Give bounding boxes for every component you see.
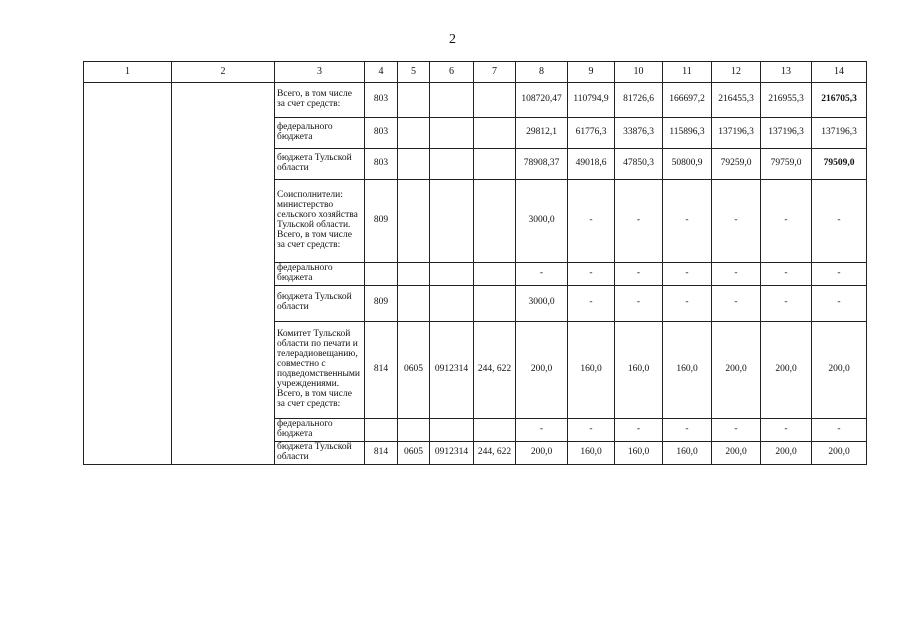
cell-c8: 29812,1 (516, 118, 568, 149)
cell-c14: - (812, 285, 867, 321)
cell-c12: - (712, 263, 761, 286)
cell-c14: - (812, 180, 867, 263)
cell-c5 (398, 418, 430, 441)
cell-c10: 47850,3 (615, 149, 663, 180)
cell-c4 (365, 263, 398, 286)
cell-c10: - (615, 285, 663, 321)
cell-c9: - (568, 285, 615, 321)
cell-c4: 809 (365, 285, 398, 321)
cell-c5 (398, 180, 430, 263)
cell-c13: 200,0 (761, 441, 812, 464)
cell-c4: 803 (365, 118, 398, 149)
cell-c6 (430, 118, 474, 149)
table-row (84, 83, 867, 118)
cell-c9: 61776,3 (568, 118, 615, 149)
cell-c12: 200,0 (712, 441, 761, 464)
cell-c13: 137196,3 (761, 118, 812, 149)
cell-c14: 216705,3 (812, 83, 867, 118)
cell-c13: - (761, 180, 812, 263)
cell-c13: 216955,3 (761, 83, 812, 118)
cell-c10: 160,0 (615, 321, 663, 418)
cell-c11: 166697,2 (663, 83, 712, 118)
cell-c13: 79759,0 (761, 149, 812, 180)
cell-c10: 160,0 (615, 441, 663, 464)
cell-c14: 79509,0 (812, 149, 867, 180)
cell-c13: - (761, 285, 812, 321)
column-header: 1 (84, 62, 172, 83)
row-description: федерального бюджета (275, 118, 365, 149)
empty-cell-col2 (172, 83, 275, 465)
cell-c4: 814 (365, 441, 398, 464)
cell-c6 (430, 418, 474, 441)
column-header: 12 (712, 62, 761, 83)
column-header: 4 (365, 62, 398, 83)
cell-c10: - (615, 263, 663, 286)
row-description: Всего, в том числе за счет средств: (275, 83, 365, 118)
cell-c12: - (712, 418, 761, 441)
column-header: 9 (568, 62, 615, 83)
column-header: 11 (663, 62, 712, 83)
cell-c5 (398, 118, 430, 149)
cell-c6: 0912314 (430, 441, 474, 464)
cell-c7 (474, 149, 516, 180)
cell-c5 (398, 285, 430, 321)
cell-c4: 803 (365, 149, 398, 180)
cell-c14: - (812, 418, 867, 441)
column-header: 10 (615, 62, 663, 83)
header-row (84, 62, 867, 83)
row-description: бюджета Тульской области (275, 441, 365, 464)
cell-c10: - (615, 180, 663, 263)
cell-c5 (398, 149, 430, 180)
cell-c6 (430, 83, 474, 118)
column-header: 8 (516, 62, 568, 83)
cell-c9: 110794,9 (568, 83, 615, 118)
cell-c7 (474, 180, 516, 263)
cell-c13: 200,0 (761, 321, 812, 418)
cell-c8: - (516, 263, 568, 286)
cell-c5 (398, 83, 430, 118)
cell-c10: 81726,6 (615, 83, 663, 118)
cell-c6 (430, 263, 474, 286)
cell-c9: 160,0 (568, 321, 615, 418)
empty-cell-col1 (84, 83, 172, 465)
cell-c11: 50800,9 (663, 149, 712, 180)
cell-c8: 78908,37 (516, 149, 568, 180)
cell-c4: 803 (365, 83, 398, 118)
cell-c6 (430, 180, 474, 263)
cell-c6 (430, 149, 474, 180)
cell-c10: - (615, 418, 663, 441)
cell-c6: 0912314 (430, 321, 474, 418)
cell-c10: 33876,3 (615, 118, 663, 149)
cell-c5: 0605 (398, 441, 430, 464)
cell-c4: 814 (365, 321, 398, 418)
cell-c8: 200,0 (516, 441, 568, 464)
column-header: 5 (398, 62, 430, 83)
cell-c8: 3000,0 (516, 180, 568, 263)
row-description: федерального бюджета (275, 418, 365, 441)
cell-c11: - (663, 418, 712, 441)
cell-c11: 115896,3 (663, 118, 712, 149)
cell-c13: - (761, 418, 812, 441)
column-header: 7 (474, 62, 516, 83)
cell-c7: 244, 622 (474, 441, 516, 464)
cell-c8: 200,0 (516, 321, 568, 418)
row-description: Комитет Тульской области по печати и телерадиовещанию, совместно с подведомственными учреждениями. Всего, в том числе за счет средств: (275, 321, 365, 418)
cell-c5: 0605 (398, 321, 430, 418)
cell-c9: - (568, 418, 615, 441)
cell-c11: 160,0 (663, 321, 712, 418)
column-header: 2 (172, 62, 275, 83)
cell-c4 (365, 418, 398, 441)
cell-c12: - (712, 285, 761, 321)
cell-c12: 137196,3 (712, 118, 761, 149)
cell-c7 (474, 418, 516, 441)
cell-c5 (398, 263, 430, 286)
cell-c7 (474, 118, 516, 149)
cell-c12: 200,0 (712, 321, 761, 418)
cell-c14: 200,0 (812, 441, 867, 464)
cell-c6 (430, 285, 474, 321)
cell-c8: - (516, 418, 568, 441)
row-description: бюджета Тульской области (275, 149, 365, 180)
cell-c11: - (663, 263, 712, 286)
cell-c8: 108720,47 (516, 83, 568, 118)
row-description: федерального бюджета (275, 263, 365, 286)
cell-c14: - (812, 263, 867, 286)
cell-c7 (474, 263, 516, 286)
column-header: 14 (812, 62, 867, 83)
cell-c9: 160,0 (568, 441, 615, 464)
cell-c11: - (663, 180, 712, 263)
cell-c13: - (761, 263, 812, 286)
cell-c12: - (712, 180, 761, 263)
cell-c7 (474, 285, 516, 321)
cell-c9: 49018,6 (568, 149, 615, 180)
cell-c4: 809 (365, 180, 398, 263)
cell-c11: 160,0 (663, 441, 712, 464)
cell-c11: - (663, 285, 712, 321)
cell-c12: 79259,0 (712, 149, 761, 180)
cell-c14: 137196,3 (812, 118, 867, 149)
column-header: 6 (430, 62, 474, 83)
cell-c9: - (568, 263, 615, 286)
row-description: Соисполнители: министерство сельского хозяйства Тульской области. Всего, в том числе за счет средств: (275, 180, 365, 263)
cell-c14: 200,0 (812, 321, 867, 418)
column-header: 3 (275, 62, 365, 83)
page-number: 2 (449, 32, 456, 47)
cell-c7: 244, 622 (474, 321, 516, 418)
cell-c9: - (568, 180, 615, 263)
cell-c8: 3000,0 (516, 285, 568, 321)
row-description: бюджета Тульской области (275, 285, 365, 321)
column-header: 13 (761, 62, 812, 83)
budget-table (83, 61, 867, 465)
cell-c7 (474, 83, 516, 118)
cell-c12: 216455,3 (712, 83, 761, 118)
